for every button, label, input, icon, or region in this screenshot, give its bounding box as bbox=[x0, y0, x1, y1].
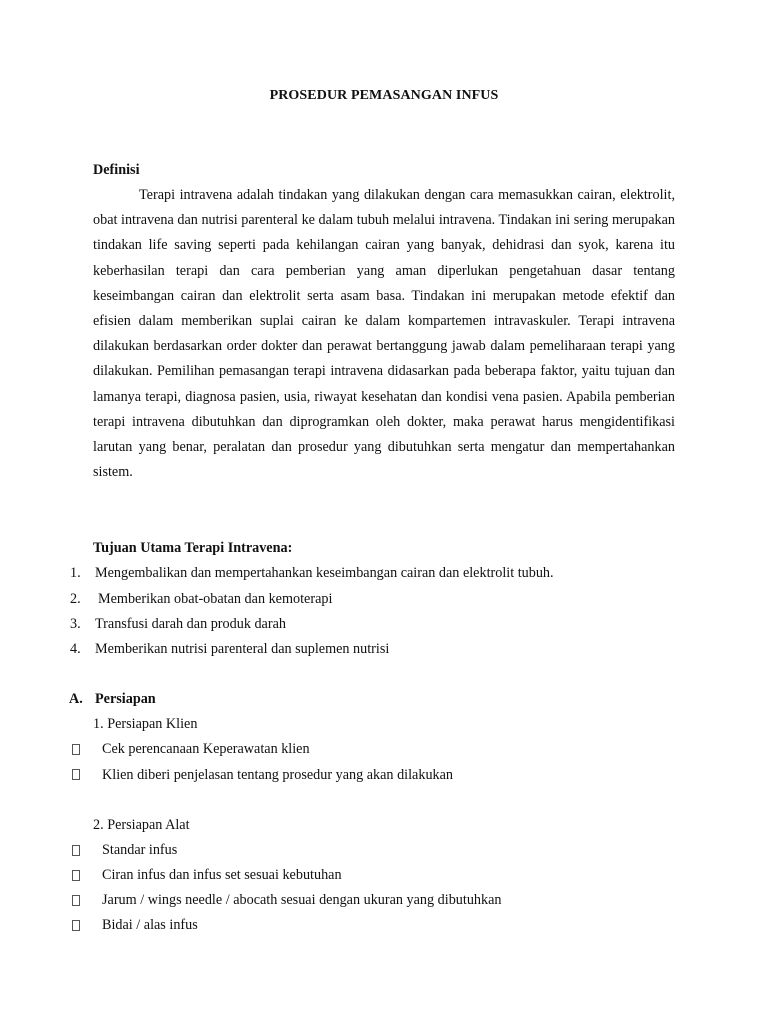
persiapan-klien-label: 1. Persiapan Klien bbox=[93, 716, 198, 732]
persiapan-alat-label: 2. Persiapan Alat bbox=[93, 817, 190, 833]
definisi-paragraph bbox=[93, 183, 675, 485]
tujuan-heading: Tujuan Utama Terapi Intravena: bbox=[93, 540, 293, 556]
bullet-icon bbox=[72, 870, 80, 881]
bullet-icon bbox=[72, 895, 80, 906]
bullet-icon bbox=[72, 920, 80, 931]
tujuan-item-number: 2. bbox=[70, 591, 81, 607]
tujuan-item-text: Memberikan obat-obatan dan kemoterapi bbox=[98, 591, 333, 607]
alat-list-item: Ciran infus dan infus set sesuai kebutuhan bbox=[102, 867, 342, 883]
alat-list-item: Standar infus bbox=[102, 842, 178, 858]
klien-list-item: Klien diberi penjelasan tentang prosedur yang akan dilakukan bbox=[102, 767, 454, 783]
persiapan-heading: Persiapan bbox=[95, 691, 156, 707]
definisi-text: Terapi intravena adalah tindakan yang dilakukan dengan cara memasukkan cairan, elektrolit, obat intravena dan nutrisi parenteral ke dalam tubuh melalui intravena. Tindakan ini sering merupakan tindakan life saving seperti pada kehilangan cairan yang banyak, dehidrasi dan syok, karena itu keberhasilan terapi dan cara pemberian yang aman diperlukan pengetahuan dasar tentang keseimbangan cairan dan elektrolit serta asam basa. Tindakan ini merupakan metode efektif dan efisien dalam memberikan suplai cairan ke dalam kompartemen intravaskuler. Terapi intravena dilakukan berdasarkan order dokter dan perawat bertanggung jawab dalam pemeliharaan terapi yang dilakukan. Pemilihan pemasangan terapi intravena didasarkan pada beberapa faktor, yaitu tujuan dan lamanya terapi, diagnosa pasien, usia, riwayat kesehatan dan kondisi vena pasien. Apabila pemberian terapi intravena dibutuhkan dan diprogramkan oleh dokter, maka perawat harus mengidentifikasi larutan yang benar, peralatan dan prosedur yang dibutuhkan serta mengatur dan mempertahankan sistem. bbox=[93, 187, 675, 481]
tujuan-item-text: Mengembalikan dan mempertahankan keseimbangan cairan dan elektrolit tubuh. bbox=[95, 565, 554, 581]
bullet-icon bbox=[72, 845, 80, 856]
tujuan-item-number: 4. bbox=[70, 641, 81, 657]
bullet-icon bbox=[72, 769, 80, 780]
tujuan-item-number: 1. bbox=[70, 565, 81, 581]
tujuan-item-number: 3. bbox=[70, 616, 81, 632]
tujuan-item-text: Memberikan nutrisi parenteral dan suplemen nutrisi bbox=[95, 641, 390, 657]
alat-list-item: Bidai / alas infus bbox=[102, 917, 198, 933]
alat-list-item: Jarum / wings needle / abocath sesuai dengan ukuran yang dibutuhkan bbox=[102, 892, 502, 908]
document-title: PROSEDUR PEMASANGAN INFUS bbox=[269, 88, 499, 103]
persiapan-letter: A. bbox=[69, 691, 83, 707]
bullet-icon bbox=[72, 744, 80, 755]
definisi-heading: Definisi bbox=[93, 162, 140, 178]
klien-list-item: Cek perencanaan Keperawatan klien bbox=[102, 741, 310, 757]
tujuan-item-text: Transfusi darah dan produk darah bbox=[95, 616, 286, 632]
